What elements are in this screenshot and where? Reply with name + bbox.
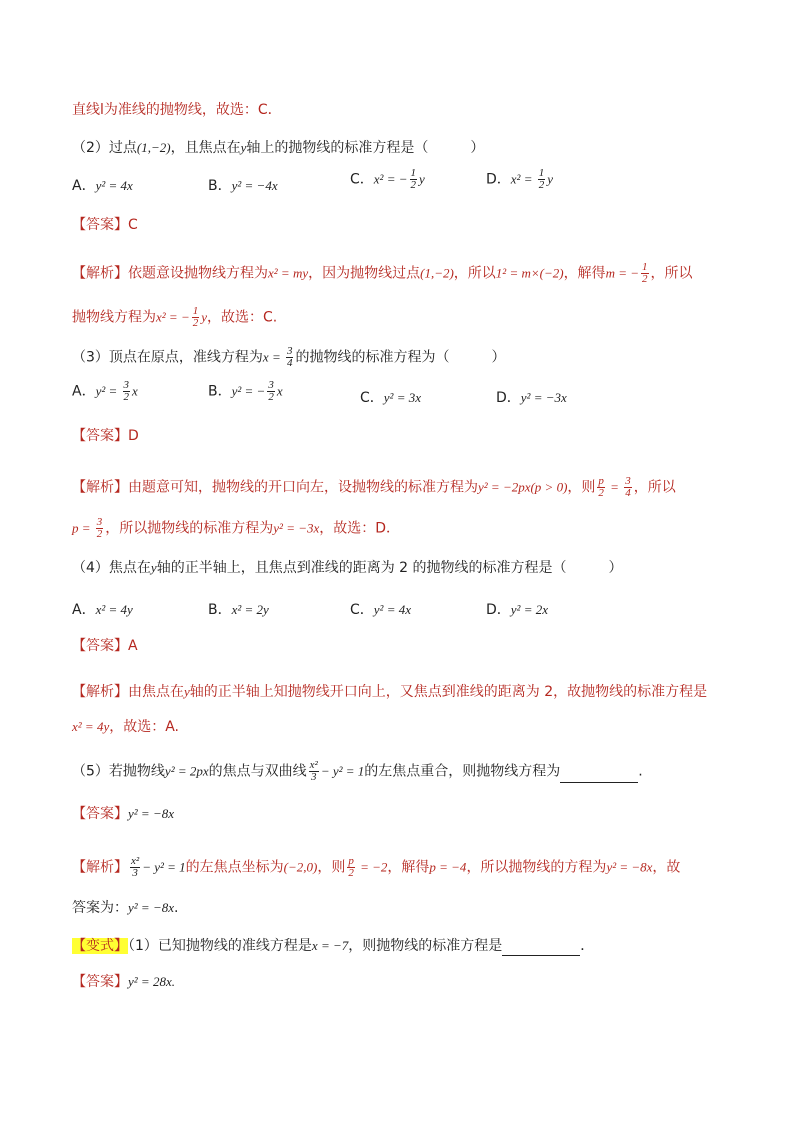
- option-c[interactable]: C．y² = 3x: [360, 390, 421, 406]
- question-4-answer: 【答案】A: [72, 638, 138, 654]
- option-d[interactable]: D．y² = 2x: [486, 602, 548, 618]
- question-5-answer: 【答案】y² = −8x: [72, 806, 174, 822]
- option-b[interactable]: B．y² = −4x: [208, 178, 278, 194]
- question-4-analysis-cont: x² = 4y，故选：A.: [72, 719, 179, 735]
- question-5-analysis-cont: 答案为：y² = −8x.: [72, 900, 179, 916]
- variant-tag: 【变式】: [72, 938, 128, 954]
- option-a[interactable]: A．y² = 4x: [72, 178, 133, 194]
- answer-blank[interactable]: [502, 941, 580, 956]
- option-b[interactable]: B．y² = − $\frac{3}{2}$ x: [208, 379, 283, 403]
- option-d[interactable]: D．x² = $\frac{1}{2}$ y: [486, 167, 554, 191]
- question-3: （3）顶点在原点，准线方程为x = $\frac{3}{4}$ 的抛物线的标准方程为（ ）: [72, 345, 506, 369]
- option-c[interactable]: C．x² = − $\frac{1}{2}$ y: [350, 167, 425, 191]
- question-2-answer: 【答案】C: [72, 217, 138, 233]
- question-2-analysis: 【解析】依题意设抛物线方程为x² = my，因为抛物线过点(1,−2)，所以1² = m×(−2)，解得m = − $\frac{1}{2}$ ，所以: [72, 261, 693, 285]
- option-c[interactable]: C．y² = 4x: [350, 602, 411, 618]
- variant-question: 【变式】（1）已知抛物线的准线方程是x = −7，则抛物线的标准方程是 ．: [72, 938, 595, 954]
- question-5: （5）若抛物线y² = 2px的焦点与双曲线 $\frac{\text{x²}}{3}$ − y² = 1的左焦点重合，则抛物线方程为 .: [72, 759, 643, 783]
- option-a[interactable]: A．x² = 4y: [72, 602, 133, 618]
- answer-blank[interactable]: [560, 768, 638, 783]
- question-2-analysis-cont: 抛物线方程为x² = − $\frac{1}{2}$ y，故选：C.: [72, 305, 278, 329]
- option-a[interactable]: A．y² = $\frac{3}{2}$ x: [72, 379, 138, 403]
- question-3-answer: 【答案】D: [72, 428, 139, 444]
- question-3-analysis: 【解析】由题意可知，抛物线的开口向左，设抛物线的标准方程为y² = −2px(p > 0)，则 $\frac{p}{2}$ = $\frac{3}{4}$ ，所以: [72, 475, 676, 499]
- continuation-line: 直线l为准线的抛物线，故选：C．: [72, 102, 282, 118]
- variant-answer: 【答案】y² = 28x.: [72, 974, 175, 990]
- question-4: （4）焦点在y轴的正半轴上，且焦点到准线的距离为 2 的抛物线的标准方程是（ ）: [72, 560, 623, 576]
- option-d[interactable]: D．y² = −3x: [496, 390, 567, 406]
- question-4-analysis: 【解析】由焦点在y轴的正半轴上知抛物线开口向上，又焦点到准线的距离为 2，故抛物线的标准方程是: [72, 684, 708, 700]
- option-b[interactable]: B．x² = 2y: [208, 602, 269, 618]
- question-2: （2）过点(1,−2)，且焦点在y轴上的抛物线的标准方程是（ ）: [72, 140, 485, 156]
- question-5-analysis: 【解析】 $\frac{\text{x²}}{3}$ − y² = 1的左焦点坐标为(−2,0)，则 $\frac{p}{2}$ = −2，解得p = −4，所以抛物线的方程为y² = −8x，故: [72, 855, 681, 879]
- question-3-analysis-cont: p = $\frac{3}{2}$ ，所以抛物线的标准方程为y² = −3x，故选：D．: [72, 516, 401, 540]
